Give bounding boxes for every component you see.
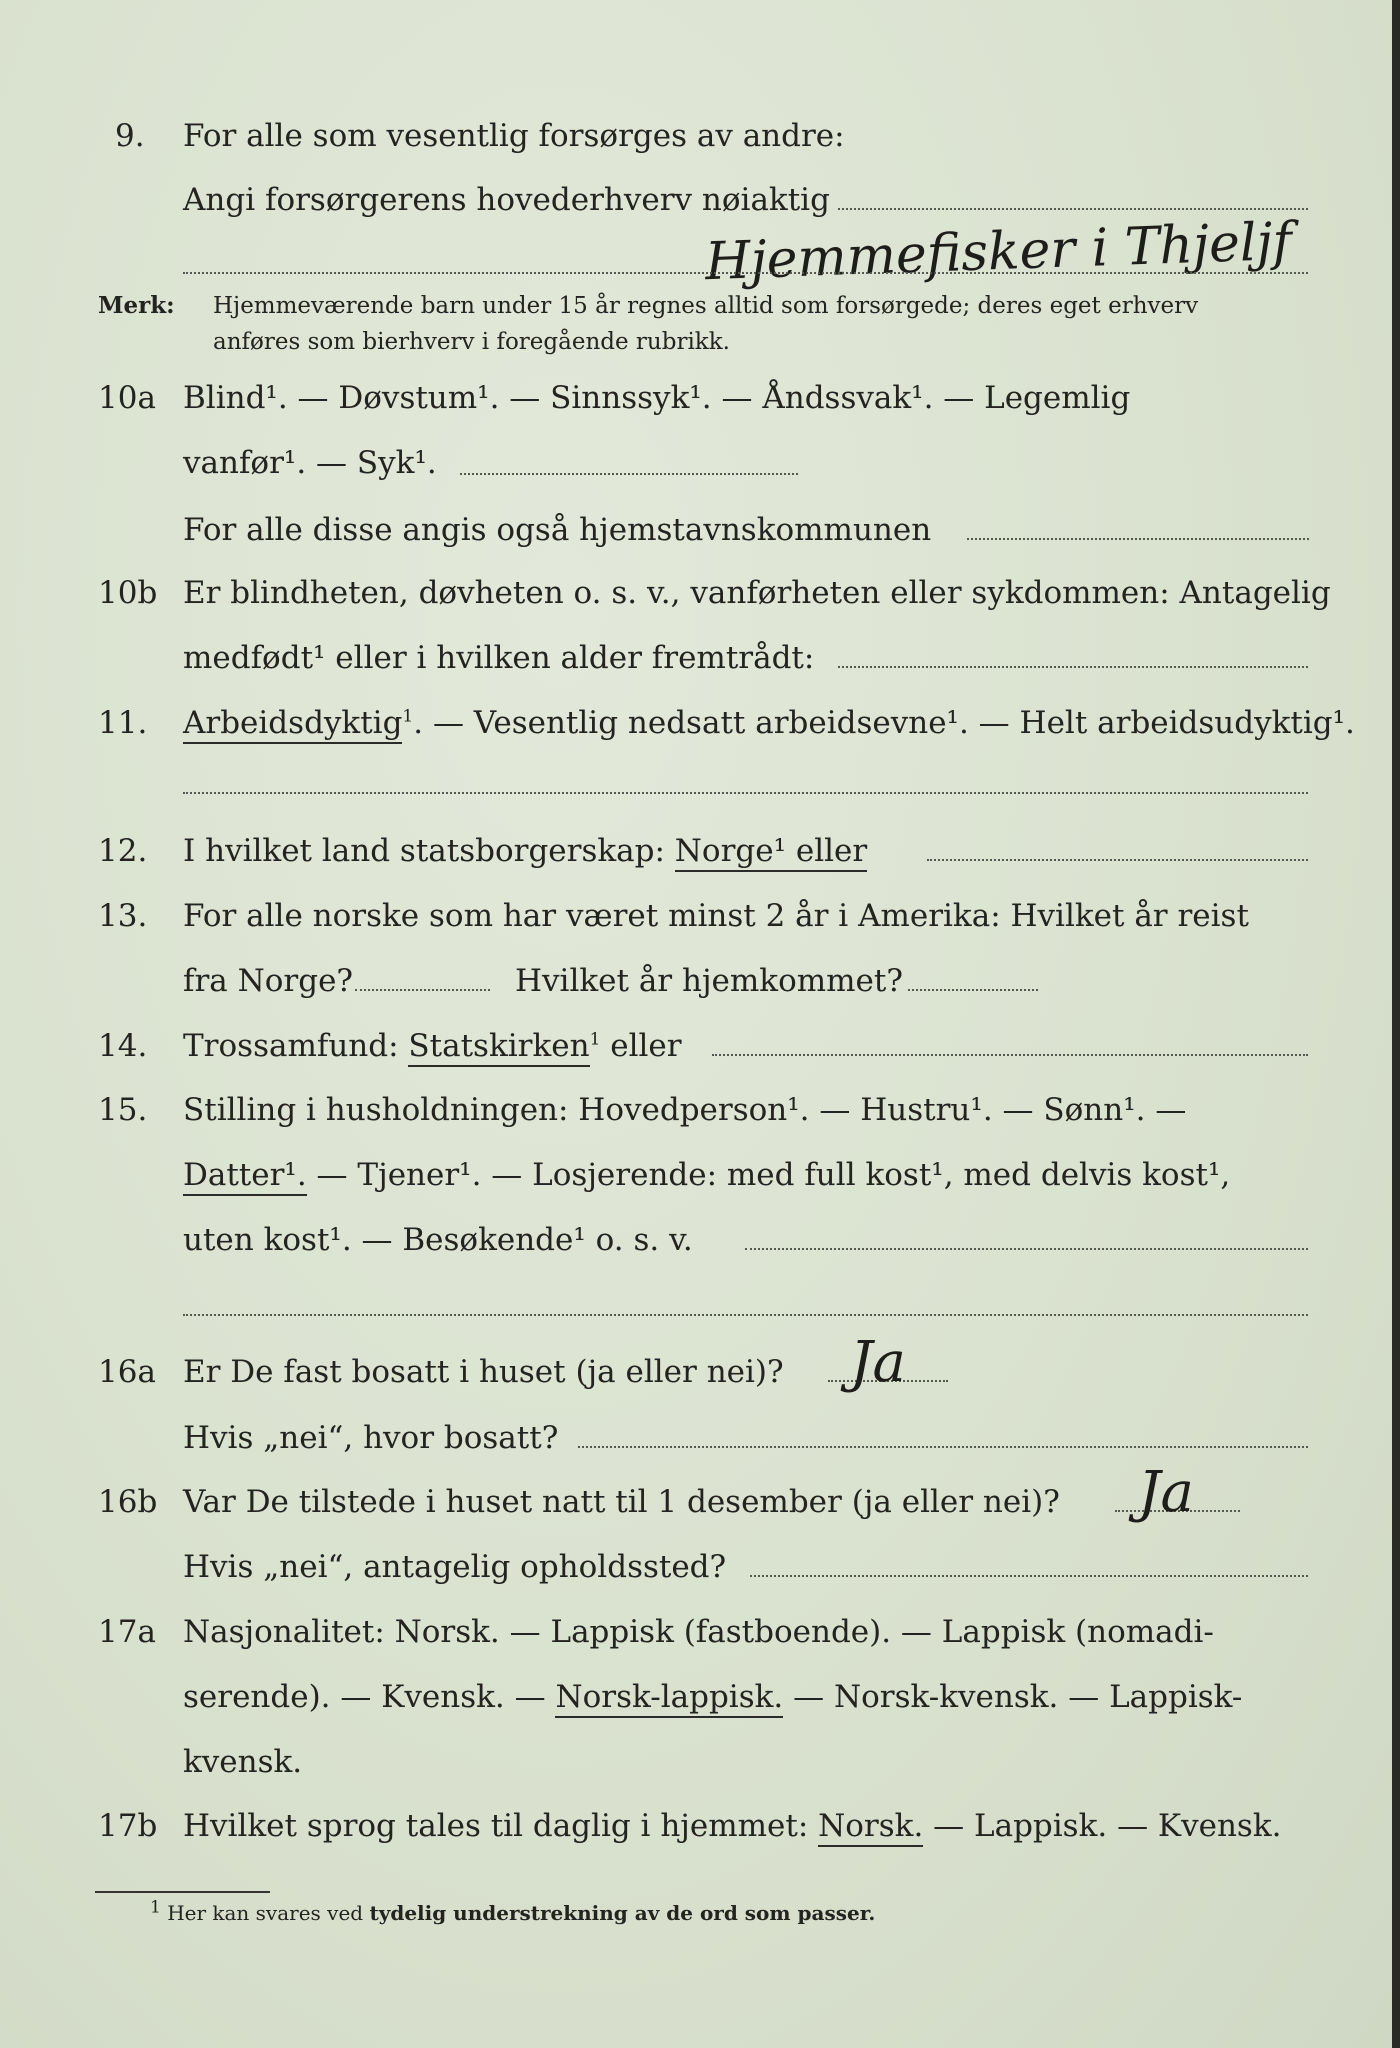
q11-rest: . — Vesentlig nedsatt arbeidsevne¹. — Helt arbeidsudyktig¹. (413, 705, 1355, 741)
q9-number: 9. (115, 118, 145, 154)
q10a-fill-line-2 (967, 538, 1309, 540)
note-line1: Hjemmeværende barn under 15 år regnes alltid som forsørgede; deres eget erhverv (213, 293, 1199, 319)
q10a-line1: Blind¹. — Døvstum¹. — Sinnssyk¹. — Åndssvak¹. — Legemlig (183, 380, 1131, 416)
q16a-handwritten-answer: Ja (850, 1330, 906, 1395)
q17b-rest: — Lappisk. — Kvensk. (923, 1808, 1282, 1844)
q13-part1: fra Norge? (183, 963, 354, 999)
q12-number: 12. (98, 833, 148, 869)
q13-fill-line-2 (908, 989, 1038, 991)
q17b-question: Hvilket sprog tales til daglig i hjemmet: (183, 1808, 819, 1844)
q15-number: 15. (98, 1092, 148, 1128)
q15-rest: — Tjener¹. — Losjerende: med full kost¹, med delvis kost¹, (306, 1157, 1231, 1193)
footnote (150, 1898, 875, 1928)
q11-line (183, 703, 1355, 743)
q9-fill-line (838, 208, 1308, 210)
q11-fill-line (183, 792, 1308, 794)
q14-selected-option: Statskirken (408, 1028, 589, 1067)
q12-line (183, 831, 867, 871)
q17b-selected-option: Norsk. (818, 1808, 923, 1847)
q16a-number: 16a (98, 1354, 156, 1390)
q13-number: 13. (98, 898, 148, 934)
q16a-line2: Hvis „nei“, hvor bosatt? (183, 1420, 559, 1456)
q17a-part1: serende). — Kvensk. — (183, 1679, 556, 1715)
q11-selected-option: Arbeidsdyktig (183, 705, 402, 744)
q13-line1: For alle norske som har været minst 2 år i Amerika: Hvilket år reist (183, 898, 1249, 934)
q17b-number: 17b (98, 1808, 158, 1844)
q15-selected-option: Datter¹. (183, 1157, 307, 1196)
q14-line (183, 1026, 682, 1066)
q9-line1: For alle som vesentlig forsørges av andre: (183, 118, 845, 154)
footnote-mark: 1 (150, 1897, 161, 1918)
q13-part2: Hvilket år hjemkommet? (515, 963, 903, 999)
q16a-fill-line-2 (578, 1446, 1308, 1448)
q10a-line3: For alle disse angis også hjemstavnskommunen (183, 512, 932, 548)
q15-line1: Stilling i husholdningen: Hovedperson¹. — Hustru¹. — Sønn¹. — (183, 1092, 1187, 1128)
q12-question: I hvilket land statsborgerskap: (183, 833, 675, 869)
q11-number: 11. (98, 705, 148, 741)
q17a-selected-option: Norsk-lappisk. (555, 1679, 783, 1718)
q17a-part2: — Norsk-kvensk. — Lappisk- (783, 1679, 1243, 1715)
footnote-rule (95, 1891, 270, 1893)
q16b-line2: Hvis „nei“, antagelig opholdssted? (183, 1549, 727, 1585)
footnote-bold-text: tydelig understrekning av de ord som passer. (369, 1901, 876, 1925)
q10b-number: 10b (98, 575, 158, 611)
q15-line3: uten kost¹. — Besøkende¹ o. s. v. (183, 1222, 693, 1258)
note-line2: anføres som bierhverv i foregående rubrikk. (213, 329, 730, 355)
q15-fill-line-2 (183, 1314, 1308, 1316)
q16b-fill-line-2 (750, 1575, 1308, 1577)
q17a-line2 (183, 1677, 1242, 1717)
q10a-number: 10a (98, 380, 156, 416)
q9-fill-line-2 (183, 272, 1308, 274)
scan-edge (1392, 0, 1400, 2048)
note-label: Merk: (98, 292, 175, 319)
q10b-line2: medfødt¹ eller i hvilken alder fremtrådt: (183, 640, 815, 676)
q9-handwritten-answer: Hjemmefisker i Thjeljf (704, 211, 1293, 293)
q14-question: Trossamfund: (183, 1028, 409, 1064)
q16b-number: 16b (98, 1484, 158, 1520)
q17a-number: 17a (98, 1614, 156, 1650)
q17a-line1: Nasjonalitet: Norsk. — Lappisk (fastboende). — Lappisk (nomadi- (183, 1614, 1214, 1650)
q16b-line1: Var De tilstede i huset natt til 1 desember (ja eller nei)? (183, 1484, 1060, 1520)
q15-line2 (183, 1155, 1230, 1195)
q9-line2: Angi forsørgerens hovederhverv nøiaktig (183, 182, 830, 218)
footnote-text: Her kan svares ved (167, 1901, 370, 1925)
q10a-fill-line (460, 473, 798, 475)
q13-fill-line-1 (355, 989, 490, 991)
q10b-fill-line (838, 666, 1308, 668)
q17a-line3: kvensk. (183, 1744, 303, 1780)
q12-selected-option: Norge¹ eller (675, 833, 867, 872)
q17b-line (183, 1806, 1281, 1846)
q10b-line1: Er blindheten, døvheten o. s. v., vanførheten eller sykdommen: Antagelig (183, 575, 1331, 611)
q16b-handwritten-answer: Ja (1138, 1460, 1194, 1525)
q10a-line2: vanfør¹. — Syk¹. (183, 445, 437, 481)
q14-fill-line (712, 1054, 1308, 1056)
q11-footnote-mark: 1 (402, 706, 414, 727)
q14-rest: eller (600, 1028, 682, 1064)
q12-fill-line (927, 859, 1308, 861)
q15-fill-line (745, 1248, 1308, 1250)
q14-number: 14. (98, 1028, 148, 1064)
q14-footnote-mark: 1 (589, 1029, 601, 1050)
q16a-line1: Er De fast bosatt i huset (ja eller nei)? (183, 1354, 784, 1390)
